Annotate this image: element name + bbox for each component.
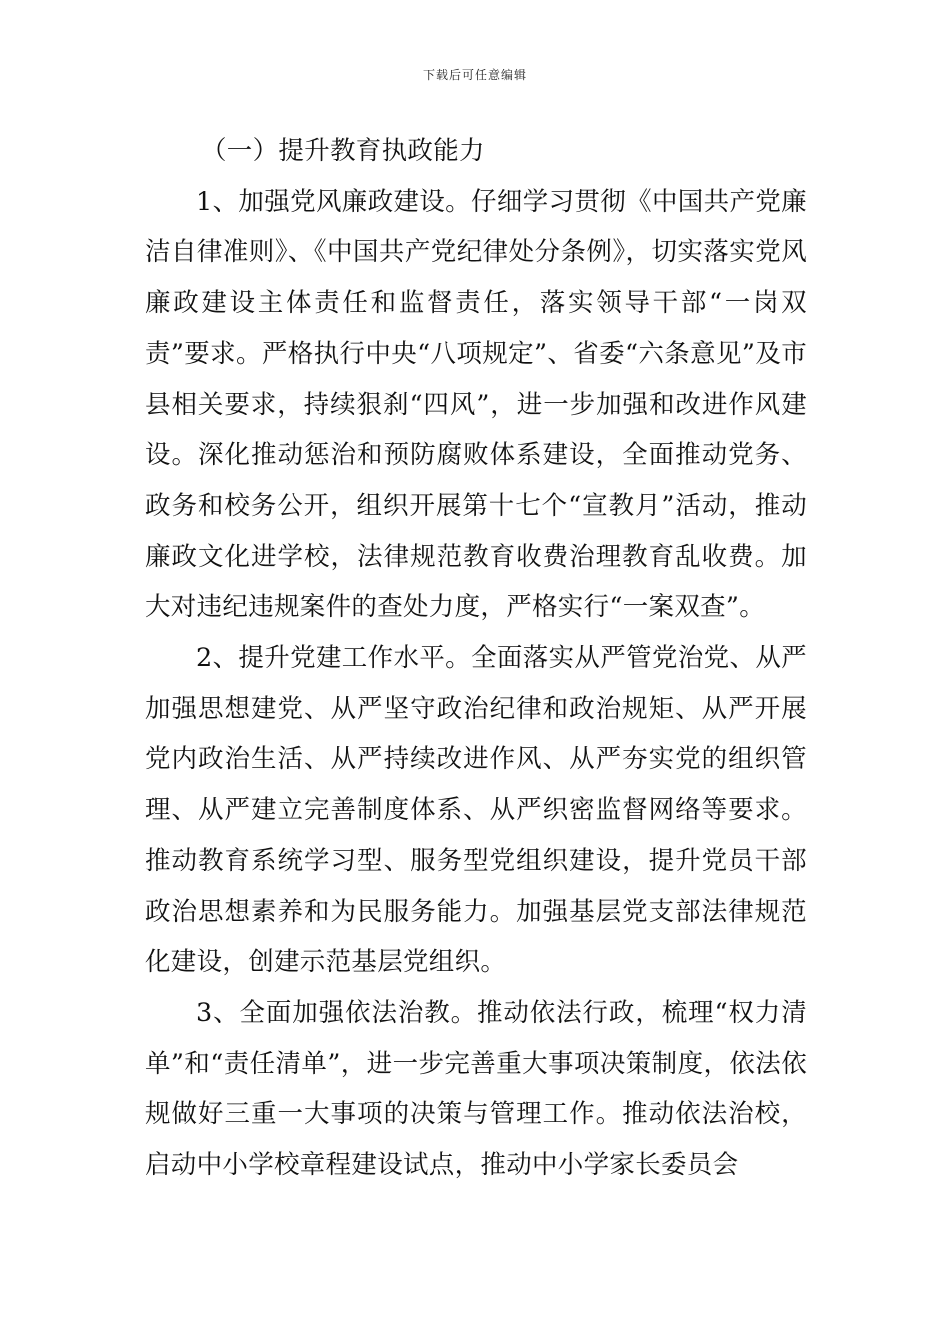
section-title: （一）提升教育执政能力 (201, 136, 485, 166)
document-body (145, 126, 807, 1191)
paragraph-rule-of-law-education: 3、全面加强依法治教。推动依法行政，梳理“权力清单”和“责任清单”，进一步完善重大事项决策制度，依法依规做好三重一大事项的决策与管理工作。推动依法治校，启动中小学校章程建设试点，推动中小学家长委员会 (145, 997, 807, 1181)
page-header-note: 下载后可任意编辑 (422, 68, 527, 82)
paragraph-party-conduct: 1、加强党风廉政建设。仔细学习贯彻《中国共产党廉洁自律准则》、《中国共产党纪律处分条例》，切实落实党风廉政建设主体责任和监督责任，落实领导干部“一岗双责”要求。严格执行中央“八项规定”、省委“六条意见”及市县相关要求，持续狠刹“四风”，进一步加强和改进作风建设。深化推动惩治和预防腐败体系建设，全面推动党务、政务和校务公开，组织开展第十七个“宣教月”活动，推动廉政文化进学校，法律规范教育收费治理教育乱收费。加大对违纪违规案件的查处力度，严格实行“一案双查”。 (145, 186, 807, 623)
paragraph-party-building: 2、提升党建工作水平。全面落实从严管党治党、从严加强思想建党、从严坚守政治纪律和政治规矩、从严开展党内政治生活、从严持续改进作风、从严夯实党的组织管理、从严建立完善制度体系、从严织密监督网络等要求。推动教育系统学习型、服务型党组织建设，提升党员干部政治思想素养和为民服务能力。加强基层党支部法律规范化建设，创建示范基层党组织。 (145, 643, 807, 978)
